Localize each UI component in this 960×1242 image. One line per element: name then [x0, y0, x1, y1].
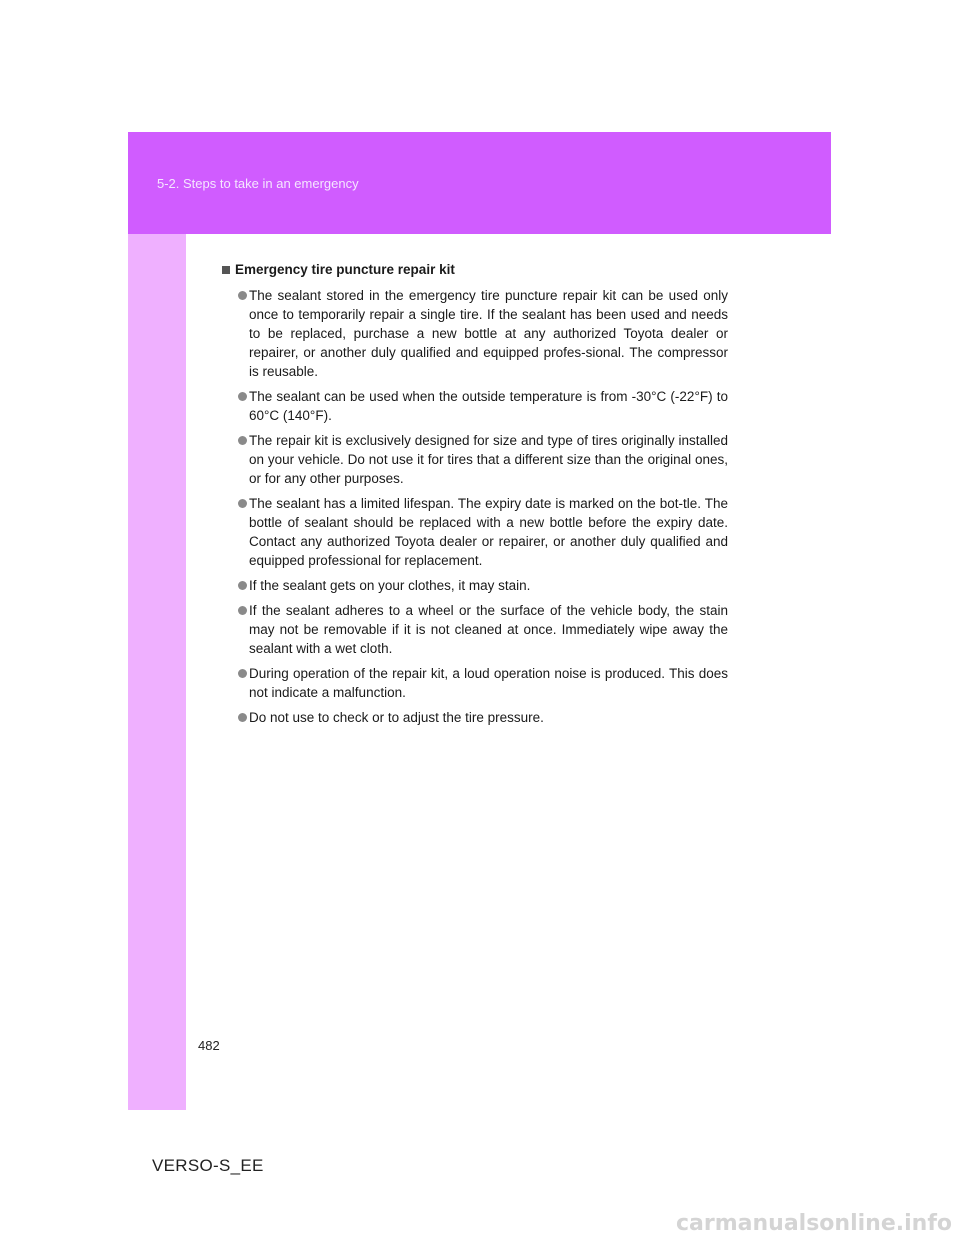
section-heading-text: Emergency tire puncture repair kit	[235, 262, 455, 277]
side-strip	[128, 234, 186, 1110]
list-item: If the sealant adheres to a wheel or the surface of the vehicle body, the stain may not be removable if it is not cleaned at once. Immediately wipe away the sealant with a wet cloth.	[222, 601, 728, 658]
list-item: The repair kit is exclusively designed for size and type of tires originally installed on your vehicle. Do not use it for tires that a different size than the original ones, or for any other purposes.	[222, 431, 728, 488]
section-heading	[222, 260, 728, 279]
list-item: The sealant stored in the emergency tire puncture repair kit can be used only once to temporarily repair a single tire. If the sealant has been used and needs to be replaced, purchase a new bottle at any authorized Toyota dealer or repairer, or another duly qualified and equipped profes-sional. The compressor is reusable.	[222, 286, 728, 381]
list-item: The sealant can be used when the outside temperature is from -30°C (-22°F) to 60°C (140°F).	[222, 387, 728, 425]
watermark: carmanualsonline.info	[676, 1211, 952, 1236]
bullet-dot-icon	[238, 436, 247, 445]
bullet-list	[222, 286, 728, 727]
content	[222, 260, 728, 733]
bullet-dot-icon	[238, 499, 247, 508]
bullet-dot-icon	[238, 606, 247, 615]
list-item: If the sealant gets on your clothes, it may stain.	[222, 576, 728, 595]
list-item: During operation of the repair kit, a loud operation noise is produced. This does not indicate a malfunction.	[222, 664, 728, 702]
bullet-dot-icon	[238, 669, 247, 678]
bullet-dot-icon	[238, 581, 247, 590]
list-item: Do not use to check or to adjust the tire pressure.	[222, 708, 728, 727]
bullet-dot-icon	[238, 713, 247, 722]
bullet-dot-icon	[238, 392, 247, 401]
bullet-dot-icon	[238, 291, 247, 300]
square-bullet-icon	[222, 266, 230, 274]
model-code: VERSO-S_EE	[152, 1156, 264, 1175]
list-item: The sealant has a limited lifespan. The expiry date is marked on the bot-tle. The bottle of sealant should be replaced with a new bottle before the expiry date. Contact any authorized Toyota dealer or repairer, or another duly qualified and equipped professional for replacement.	[222, 494, 728, 570]
page-number: 482	[198, 1038, 220, 1053]
section-label: 5-2. Steps to take in an emergency	[157, 176, 359, 191]
